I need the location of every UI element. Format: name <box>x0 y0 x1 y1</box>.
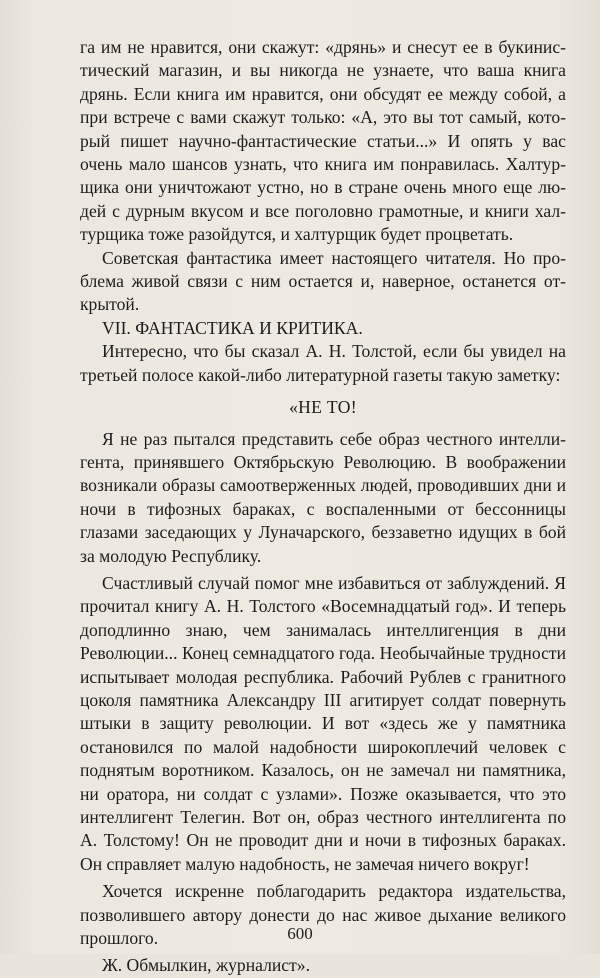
paragraph-intelligent-image: Я не раз пытался представить себе образ честного интеллигента, принявшего Октябрьскую Революцию. В воображении возникали образы самоотверженных людей, проводивших дни и ночи в тифозных бараках, с воспаленными от бессонницы глазами заседающих у Луначарского, беззаветно идущих в бой за молодую Республику. <box>80 428 566 566</box>
text-body <box>80 36 566 978</box>
page-number: 600 <box>287 924 313 943</box>
quote-title: «НЕ ТО! <box>289 397 357 418</box>
paragraph-lucky-case: Счастливый случай помог мне избавиться от заблуждений. Я прочитал книгу А. Н. Толстого «Восемнадцатый год». И теперь доподлинно знаю, чем занималась интеллигенция в дни Революции... Конец семнадцатого года. Необычайные трудности испытывает молодая республика. Рабочий Рублев с гранитного цоколя памятника Александру III агитирует солдат повернуть штыки в защиту революции. И вот «здесь же у памятника остановился по малой надобности широкоплечий человек с поднятым воротником. Казалось, он не замечал ни памятника, ни оратора, ни солдат с узлами». Позже оказывается, что это интеллигент Телегин. Вот он, образ честного интеллигента по А. Толстому! Он не проводит дни и ночи в тифозных бараках. Он справляет малую надобность, не замечая ничего вокруг! <box>80 572 566 874</box>
paragraph-continuation: га им не нравится, они скажут: «дрянь» и снесут ее в букинистический магазин, и вы никогда не узнаете, что ваша книга дрянь. Если книга им нравится, они обсудят ее между собой, а при встрече с вами скажут только: «А, это вы тот самый, который пишет научно-фантастические статьи...» И опять у вас очень мало шансов узнать, что книга им понравилась. Халтурщика они уничтожают устно, но в стране очень много еще людей с дурным вкусом и все поголовно грамотные, и книги халтурщика тоже разойдутся, и халтурщик будет процветать. <box>80 37 566 245</box>
paragraph-tolstoy-intro: Интересно, что бы сказал А. Н. Толстой, если бы увидел на третьей полосе какой-либо литературной газеты такую заметку: <box>80 341 566 385</box>
signature: Ж. Обмылкин, журналист». <box>102 955 310 976</box>
section-heading: VII. ФАНТАСТИКА И КРИТИКА. <box>102 317 363 338</box>
paragraph-soviet-sf: Советская фантастика имеет настоящего читателя. Но проблема живой связи с ним остается и, наверное, останется открытой. <box>80 247 566 315</box>
paragraph-thanks: Хочется искренне поблагодарить редактора издательства, позволившего автору донести до нас живое дыхание великого прошлого. <box>80 881 566 949</box>
